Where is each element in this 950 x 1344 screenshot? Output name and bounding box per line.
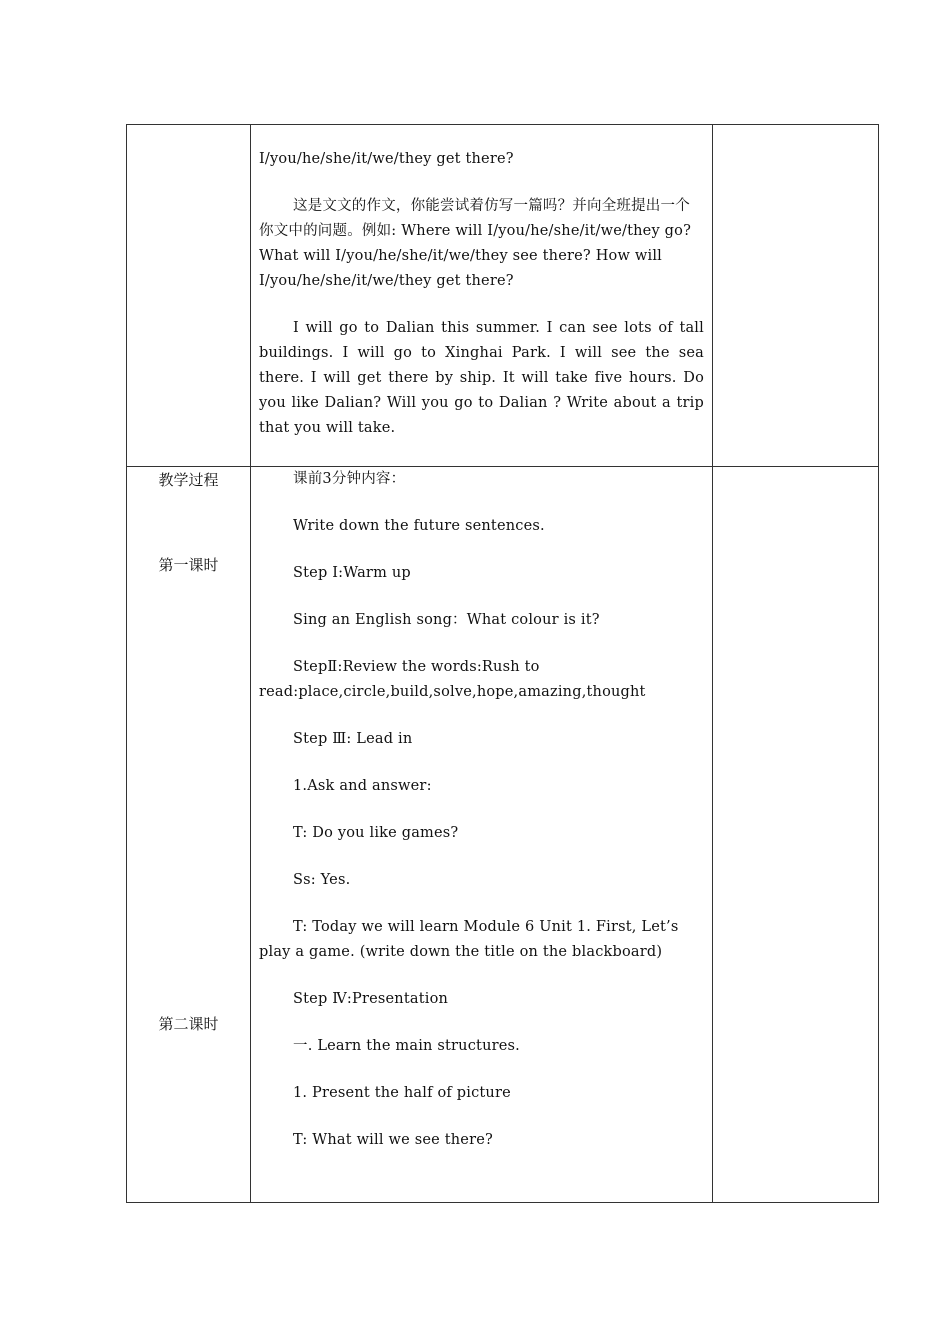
text-line: T: What will we see there? [293, 1132, 493, 1148]
lesson-plan-table [126, 124, 879, 1203]
content-cell [251, 125, 713, 467]
text-line: Step Ⅳ:Presentation [293, 991, 449, 1007]
label-cell [127, 467, 251, 1203]
text-line: I/you/he/she/it/we/they get there? [259, 151, 514, 167]
text-line: Step Ⅰ:Warm up [293, 565, 411, 581]
table-row [127, 125, 879, 467]
process-label: 教学过程 [158, 471, 219, 489]
text-line: Ss: Yes. [293, 872, 351, 888]
content-cell [251, 467, 713, 1203]
task-paragraph: 这是文文的作文，你能尝试着仿写一篇吗？并向全班提出一个你文中的问题。例如: Where will I/you/he/she/it/we/they go? What will I/you/he/she/it/we/they see there? How will I/you/he/she/it/we/they get there? [259, 198, 692, 289]
text-line: Sing an English song：What colour is it? [293, 612, 600, 628]
notes-cell [713, 125, 879, 467]
text-line: 一. Learn the main structures. [293, 1038, 520, 1054]
text-line: 1.Ask and answer: [293, 778, 432, 794]
text-line: 1. Present the half of picture [293, 1085, 511, 1101]
lesson2-label: 第二课时 [158, 1015, 219, 1033]
essay-paragraph: I will go to Dalian this summer. I can see lots of tall buildings. I will go to Xinghai Park. I will see the sea there. I will get there by ship. It will take five hours. Do you like Dalian? Will you go to Dalian ? Write about a trip that you will take. [259, 320, 704, 436]
table-row [127, 467, 879, 1203]
notes-cell [713, 467, 879, 1203]
text-line: T: Today we will learn Module 6 Unit 1. First, Let’s play a game. (write down the title on the blackboard) [259, 919, 679, 960]
text-line: Write down the future sentences. [293, 518, 545, 534]
label-cell [127, 125, 251, 467]
text-line: Step Ⅲ: Lead in [293, 731, 413, 747]
text-line: T: Do you like games? [293, 825, 459, 841]
text-line: 课前3分钟内容： [293, 471, 406, 487]
lesson1-label: 第一课时 [158, 556, 219, 574]
text-line: StepⅡ:Review the words:Rush to read:place,circle,build,solve,hope,amazing,thought [259, 659, 646, 700]
